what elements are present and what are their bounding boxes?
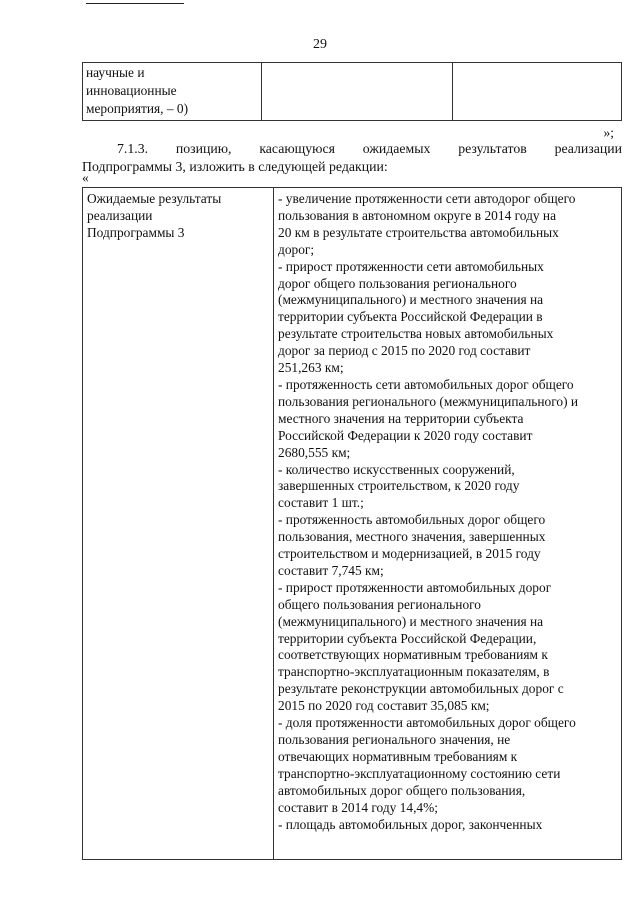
label-line: Ожидаемые результаты: [87, 191, 222, 206]
cell-line: научные и: [86, 65, 145, 80]
content-line: 251,263 км;: [278, 360, 344, 376]
paragraph-word: реализации: [554, 141, 622, 156]
content-line: результате реконструкции автомобильных дорог с: [278, 681, 564, 697]
paragraph-line: Подпрограммы 3, изложить в следующей редакции:: [82, 158, 388, 174]
previous-table-fragment: [82, 62, 622, 121]
table-cell: [262, 63, 453, 121]
content-line: отвечающих нормативным требованиям к: [278, 748, 518, 764]
paragraph-word: позицию,: [175, 141, 232, 156]
content-line: дорог за период с 2015 по 2020 год составит: [278, 343, 531, 359]
content-cell: [274, 188, 622, 860]
label-cell: [83, 188, 274, 860]
paragraph-word: 7.1.3.: [117, 141, 149, 156]
content-line: - площадь автомобильных дорог, законченных: [278, 816, 543, 832]
content-line: - протяженность автомобильных дорог общего: [278, 512, 546, 528]
content-line: строительством и модернизацией, в 2015 году: [278, 546, 541, 562]
content-line: результате строительства новых автомобильных: [278, 326, 554, 342]
content-line: соответствующих нормативным требованиям к: [278, 647, 548, 663]
content-text: [278, 191, 618, 833]
table-cell: [453, 63, 622, 121]
table-row: [83, 188, 622, 860]
content-line: дорог общего пользования регионального: [278, 275, 517, 291]
content-line: 2015 по 2020 год составит 35,085 км;: [278, 698, 490, 714]
content-line: (межмуниципального) и местного значения на: [278, 613, 544, 629]
content-line: транспортно-эксплуатационному состоянию сети: [278, 765, 561, 781]
content-line: пользования регионального (межмуниципального) и: [278, 393, 579, 409]
label-line: реализации: [87, 207, 153, 223]
cell-line: инновационные: [86, 83, 177, 99]
content-line: Российской Федерации к 2020 году составит: [278, 427, 533, 443]
paragraph-line: [82, 140, 622, 158]
table-cell: [83, 63, 262, 121]
content-line: составит 1 шт.;: [278, 495, 364, 511]
content-line: (межмуниципального) и местного значения на: [278, 292, 544, 308]
content-line: пользования в автономном округе в 2014 году на: [278, 207, 557, 223]
content-line: пользования, местного значения, завершенных: [278, 529, 546, 545]
content-line: - количество искусственных сооружений,: [278, 461, 515, 477]
content-line: автомобильных дорог общего пользования,: [278, 782, 526, 798]
cell-text: [83, 63, 261, 120]
content-line: территории субъекта Российской Федерации в: [278, 309, 543, 325]
table-row: [83, 63, 622, 121]
closing-quote: »;: [603, 125, 614, 140]
content-line: - протяженность сети автомобильных дорог общего: [278, 376, 574, 392]
content-line: 20 км в результате строительства автомобильных: [278, 224, 559, 240]
content-line: составит в 2014 году 14,4%;: [278, 799, 438, 815]
content-line: - прирост протяженности автомобильных дорог: [278, 579, 552, 595]
paragraph-word: ожидаемых: [362, 141, 431, 156]
content-line: - доля протяженности автомобильных дорог общего: [278, 715, 576, 731]
label-line: Подпрограммы 3: [87, 224, 185, 240]
content-line: территории субъекта Российской Федерации,: [278, 630, 537, 646]
content-line: общего пользования регионального: [278, 596, 481, 612]
content-line: местного значения на территории субъекта: [278, 410, 524, 426]
label-text: [87, 191, 269, 242]
content-line: составит 7,745 км;: [278, 562, 384, 578]
content-line: пользования регионального значения, не: [278, 732, 511, 747]
paragraph-word: касающуюся: [259, 141, 335, 156]
header-rule: [86, 3, 184, 4]
content-line: завершенных строительством, к 2020 году: [278, 478, 520, 494]
content-line: транспортно-эксплуатационным показателям, в: [278, 664, 550, 680]
content-line: - увеличение протяженности сети автодорог общего: [278, 191, 576, 206]
cell-line: мероприятия, – 0): [86, 101, 189, 117]
amendment-paragraph: [82, 140, 622, 175]
expected-results-table: [82, 187, 622, 860]
content-line: - прирост протяженности сети автомобильных: [278, 258, 544, 274]
paragraph-word: результатов: [458, 141, 527, 156]
content-line: 2680,555 км;: [278, 444, 351, 460]
page-number: 29: [313, 37, 327, 52]
content-line: дорог;: [278, 241, 315, 257]
opening-quote: «: [82, 170, 89, 185]
